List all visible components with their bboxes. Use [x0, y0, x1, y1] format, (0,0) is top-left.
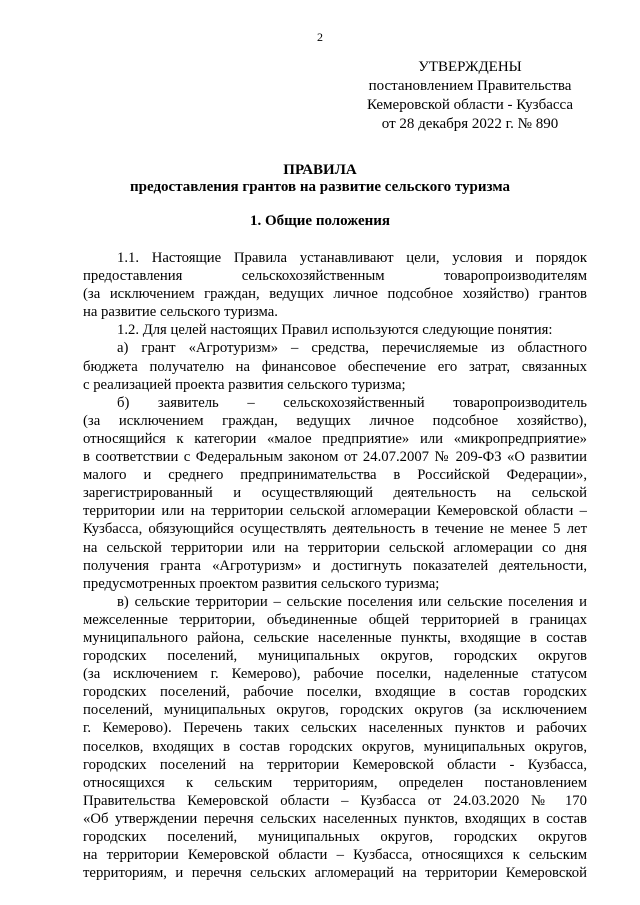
text-line: г. Кемерово). Перечень таких сельских населенных пунктов и рабочих	[83, 720, 587, 737]
text-line: в соответствии с Федеральным законом от 24.07.2007 № 209-ФЗ «О развитии	[83, 449, 587, 466]
document-body	[83, 249, 587, 882]
text-line: муниципального района, сельские населенные пункты, входящие в состав	[83, 629, 587, 646]
text-line: (за исключением граждан, ведущих личное подсобное хозяйство),	[83, 412, 587, 429]
text-line: территории или на территории сельской агломерации Кемеровской области –	[83, 503, 587, 520]
text-line: городских поселений, муниципальных округов, городских округов	[83, 829, 587, 845]
text-line: бюджета получателю на финансовое обеспечение его затрат, связанных	[83, 358, 587, 375]
approval-line: УТВЕРЖДЕНЫ	[418, 59, 522, 75]
text-line: на территории Кемеровской области – Кузбасса, относящихся к сельским	[83, 847, 587, 864]
text-line: городских поселений на территории Кемеровской области - Кузбасса,	[83, 756, 587, 773]
text-line: на сельской территории или на территории сельской агломерации со дня	[83, 539, 587, 556]
text-line: в) сельские территории – сельские поселения или сельские поселения и	[117, 593, 587, 610]
text-line: предоставления сельскохозяйственным товаропроизводителям	[83, 268, 587, 285]
text-line: с реализацией проекта развития сельского туризма;	[83, 376, 406, 393]
text-line: 1.1. Настоящие Правила устанавливают цели, условия и порядок	[117, 250, 587, 266]
text-line: (за исключением граждан, ведущих личное подсобное хозяйство) грантов	[83, 286, 587, 303]
text-line: Правительства Кемеровской области – Кузбасса от 24.03.2020 № 170	[83, 792, 587, 809]
text-line: Кузбасса, обязующийся осуществлять деятельность в течение не менее 5 лет	[83, 521, 587, 538]
document-subtitle: предоставления грантов на развитие сельского туризма	[130, 179, 510, 195]
text-line: относящийся к категории «малое предприятие» или «микропредприятие»	[83, 430, 587, 447]
text-line: 1.2. Для целей настоящих Правил используются следующие понятия:	[117, 322, 553, 339]
text-line: «Об утверждении перечня сельских населенных пунктов, входящих в состав	[83, 810, 587, 827]
text-line: межселенные территории, объединенные общей территорией в границах	[83, 611, 587, 628]
text-line: а) грант «Агротуризм» – средства, перечисляемые из областного	[117, 340, 587, 357]
approval-line: от 28 декабря 2022 г. № 890	[381, 116, 559, 132]
text-line: поселков, входящих в состав городских округов, муниципальных округов,	[83, 738, 587, 755]
document-title: ПРАВИЛА	[283, 162, 357, 178]
section-heading: 1. Общие положения	[249, 213, 391, 229]
text-line: получения гранта «Агротуризм» и достигнуть показателей деятельности,	[83, 557, 587, 574]
text-line: (за исключением г. Кемерово), рабочие поселки, наделенные статусом	[83, 666, 587, 683]
approval-line: Кемеровской области - Кузбасса	[366, 97, 574, 113]
text-line: поселений, муниципальных округов, городских округов (за исключением	[83, 702, 587, 719]
text-line: городских поселений, муниципальных округов, городских округов	[83, 648, 587, 665]
text-line: малого и среднего предпринимательства в Российской Федерации»,	[83, 467, 587, 484]
text-line: относящихся к сельским территориям, определен постановлением	[83, 774, 587, 791]
page-number: 2	[317, 30, 323, 44]
text-line: зарегистрированный и осуществляющий деятельность на сельской	[83, 485, 587, 502]
text-line: б) заявитель – сельскохозяйственный товаропроизводитель	[117, 394, 587, 411]
text-line: территориям, и перечня сельских агломераций на территории Кемеровской	[83, 865, 587, 882]
text-line: предусмотренных проектом развития сельского туризма;	[83, 575, 440, 592]
approval-line: постановлением Правительства	[368, 78, 572, 94]
text-line: городских поселений, рабочие поселки, входящие в состав городских	[83, 684, 587, 701]
text-line: на развитие сельского туризма.	[83, 304, 278, 321]
approval-block	[350, 58, 590, 134]
